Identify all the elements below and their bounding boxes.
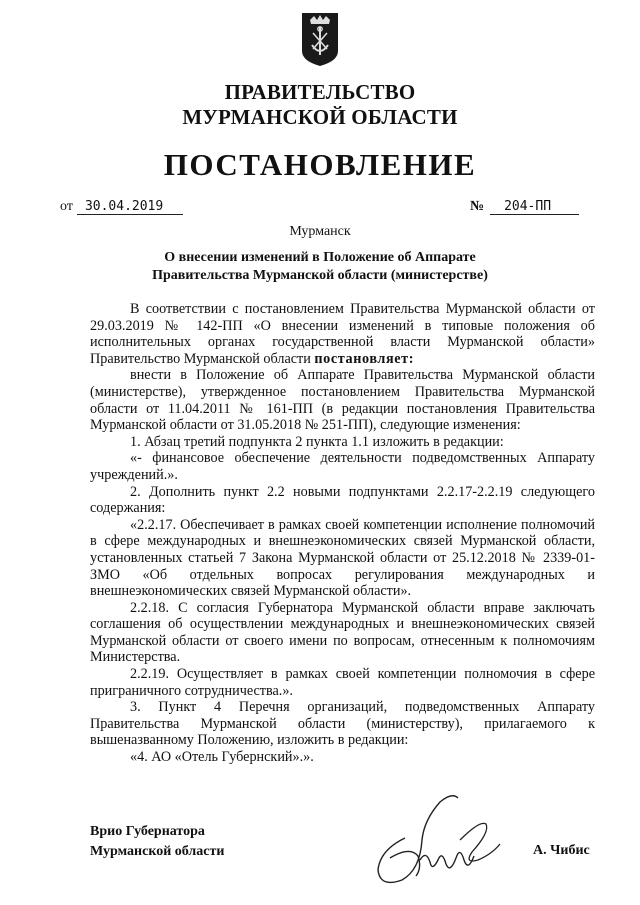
subject-line1: О внесении изменений в Положение об Аппарате: [164, 250, 476, 265]
signatory-title-line1: Врио Губернатора: [90, 824, 205, 839]
signatory-title: [90, 822, 224, 862]
signatory-title-line2: Мурманской области: [90, 844, 225, 859]
government-title-line2: МУРМАНСКОЙ ОБЛАСТИ: [182, 105, 458, 129]
signatory-name: А. Чибис: [533, 843, 590, 858]
date-field: [60, 199, 183, 215]
city: Мурманск: [289, 224, 351, 239]
coat-of-arms-icon: [300, 11, 340, 67]
resolution-word: постановляет:: [314, 350, 415, 367]
paragraph-2-2-17: «2.2.17. Обеспечивает в рамках своей компетенции исполнение полномочий в сфере международных и внешнеэкономических связей Мурманской области, установленных статьей 7 Закона Мурманской области от 25.12.2018 № 2339-01-ЗМО «Об отдельных вопросах регулирования международных и внешнеэкономических связей Мурманской области».: [90, 516, 595, 600]
paragraph-item-3-text: «4. АО «Отель Губернский».».: [130, 749, 314, 766]
date-prefix: от: [60, 199, 73, 214]
document-body: [90, 301, 595, 766]
date-value: 30.04.2019: [77, 199, 183, 215]
number-value: 204-ПП: [490, 199, 579, 215]
paragraph-item-1: 1. Абзац третий подпункта 2 пункта 1.1 изложить в редакции:: [130, 433, 504, 450]
document-type-title: ПОСТАНОВЛЕНИЕ: [163, 147, 477, 182]
paragraph-item-1-text: «- финансовое обеспечение деятельности подведомственных Аппарату учреждений.».: [90, 450, 595, 483]
paragraph-item-3: 3. Пункт 4 Перечня организаций, подведомственных Аппарату Правительства Мурманской области (министерству), прилагаемого к вышеназванному Положению, изложить в редакции:: [90, 699, 595, 749]
number-field: [470, 199, 579, 215]
paragraph-2-2-19: 2.2.19. Осуществляет в рамках своей компетенции полномочия в сфере приграничного сотрудничества.».: [90, 666, 595, 699]
government-title-line1: ПРАВИТЕЛЬСТВО: [224, 80, 416, 104]
preamble-text: В соответствии с постановлением Правительства Мурманской области от 29.03.2019 № 142-ПП «О внесении изменений в типовые положения об исполнительных органах государственной власти Мурманской области» Правительство Мурманской области: [90, 301, 595, 367]
paragraph-preamble: [90, 301, 595, 367]
paragraph-amend-intro: внести в Положение об Аппарате Правительства Мурманской области (министерстве), утвержденное постановлением Правительства Мурманской области от 11.04.2011 № 161-ПП (в редакции постановления Правительства Мурманской области от 31.05.2018 № 251-ПП), следующие изменения:: [90, 367, 595, 434]
number-prefix: №: [470, 199, 485, 214]
handwritten-signature-icon: [360, 780, 510, 900]
subject-line2: Правительства Мурманской области (министерстве): [152, 268, 488, 283]
paragraph-item-2: 2. Дополнить пункт 2.2 новыми подпунктами 2.2.17-2.2.19 следующего содержания:: [90, 483, 595, 517]
paragraph-2-2-18: 2.2.18. С согласия Губернатора Мурманской области вправе заключать соглашения об осуществлении международных и внешнеэкономических связей Мурманской области от своего имени по вопросам, отнесенным к полномочиям Министерства.: [90, 599, 595, 666]
